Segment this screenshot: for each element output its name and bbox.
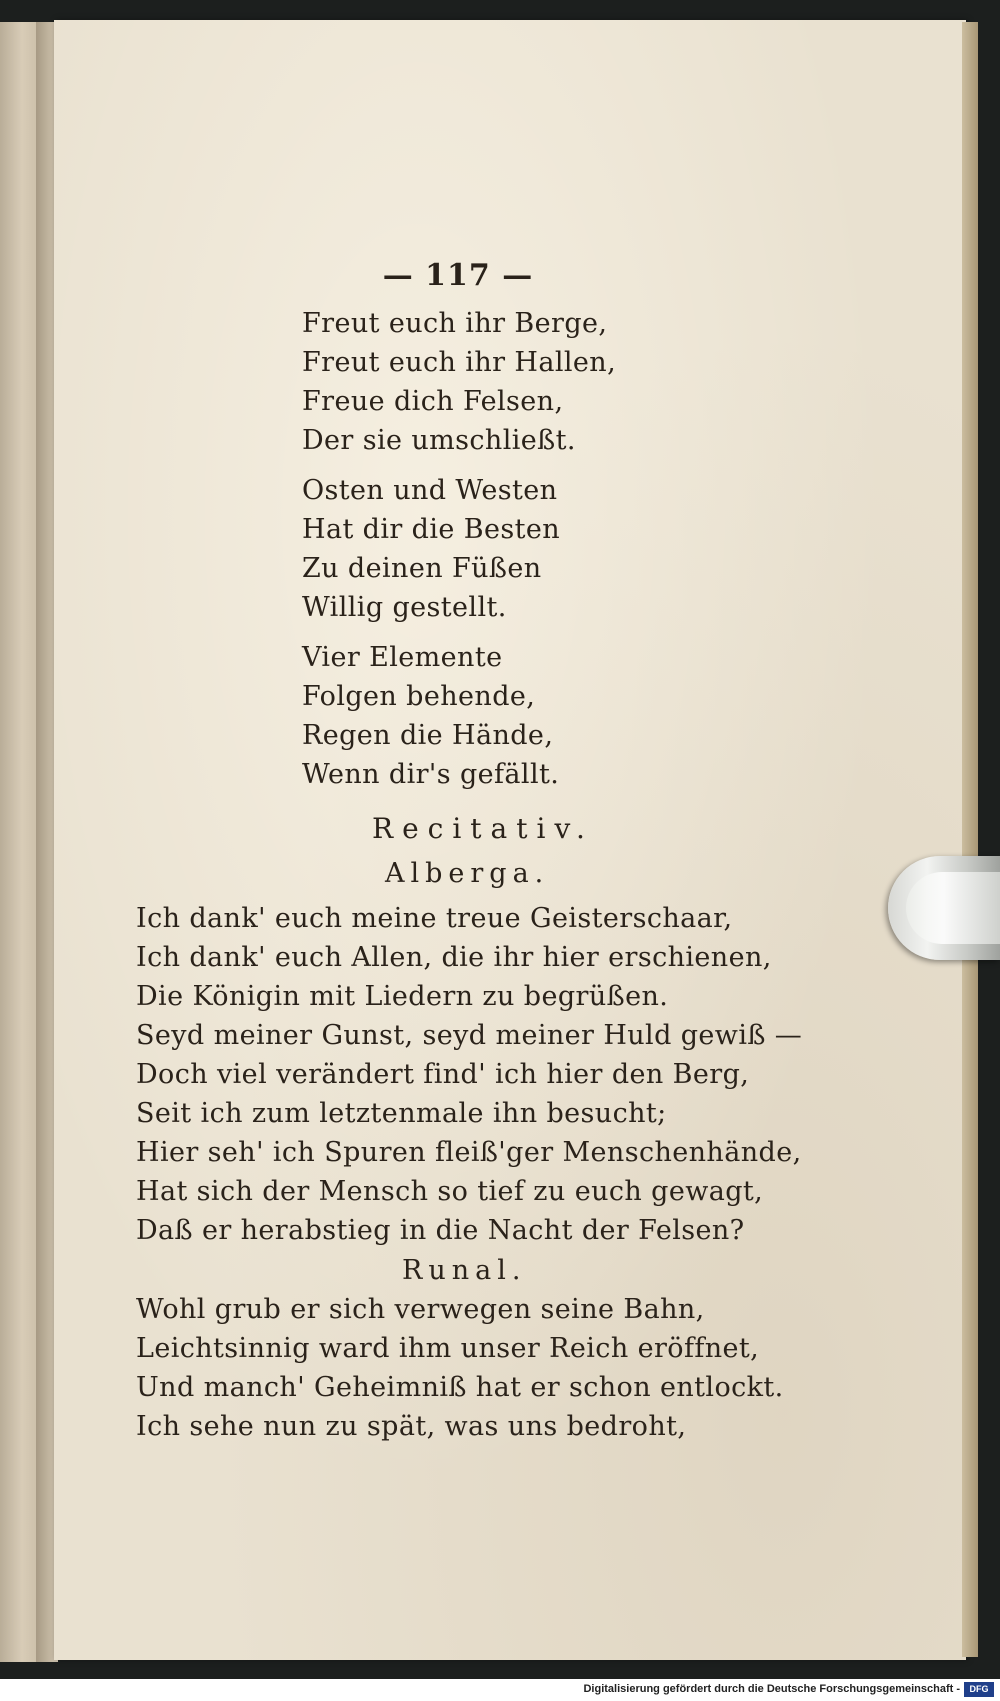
speech-line: Leichtsinnig ward ihm unser Reich eröffnet, [136,1333,760,1364]
verse-line: Freue dich Felsen, [302,386,564,417]
dfg-logo-icon: DFG [964,1682,994,1697]
speaker-name: Alberga. [385,858,550,889]
page-number: — 117 — [382,258,534,293]
verse-line: Regen die Hände, [302,720,554,751]
verse-line: Freut euch ihr Hallen, [302,347,617,378]
funding-credit: Digitalisierung gefördert durch die Deutsche Forschungsgemeinschaft - [583,1683,960,1695]
verse-line: Wenn dir's gefällt. [302,759,560,790]
verse-line: Folgen behende, [302,681,536,712]
speech-line: Die Königin mit Liedern zu begrüßen. [136,981,669,1012]
speech-line: Seit ich zum letztenmale ihn besucht; [136,1098,667,1129]
speech-line: Seyd meiner Gunst, seyd meiner Huld gewiß — [136,1020,803,1051]
speech-line: Ich sehe nun zu spät, was uns bedroht, [136,1411,687,1442]
verse-line: Vier Elemente [302,642,503,673]
speech-line: Daß er herabstieg in die Nacht der Felsen? [136,1215,745,1246]
verse-line: Osten und Westen [302,475,558,506]
digitization-footer [0,1679,1000,1701]
verse-line: Freut euch ihr Berge, [302,308,608,339]
verse-line: Zu deinen Füßen [302,553,542,584]
speech-line: Hat sich der Mensch so tief zu euch gewagt, [136,1176,764,1207]
speech-line: Ich dank' euch meine treue Geisterschaar, [136,903,733,934]
verse-line: Willig gestellt. [302,592,507,623]
speech-line: Und manch' Geheimniß hat er schon entlockt. [136,1372,784,1403]
verse-line: Der sie umschließt. [302,425,576,456]
speech-line: Wohl grub er sich verwegen seine Bahn, [136,1294,705,1325]
speech-line: Hier seh' ich Spuren fleiß'ger Menschenhände, [136,1137,802,1168]
verse-line: Hat dir die Besten [302,514,561,545]
speaker-name: Runal. [402,1255,527,1286]
speech-line: Doch viel verändert find' ich hier den Berg, [136,1059,750,1090]
speech-line: Ich dank' euch Allen, die ihr hier erschienen, [136,942,772,973]
section-heading: Recitativ. [372,812,594,845]
